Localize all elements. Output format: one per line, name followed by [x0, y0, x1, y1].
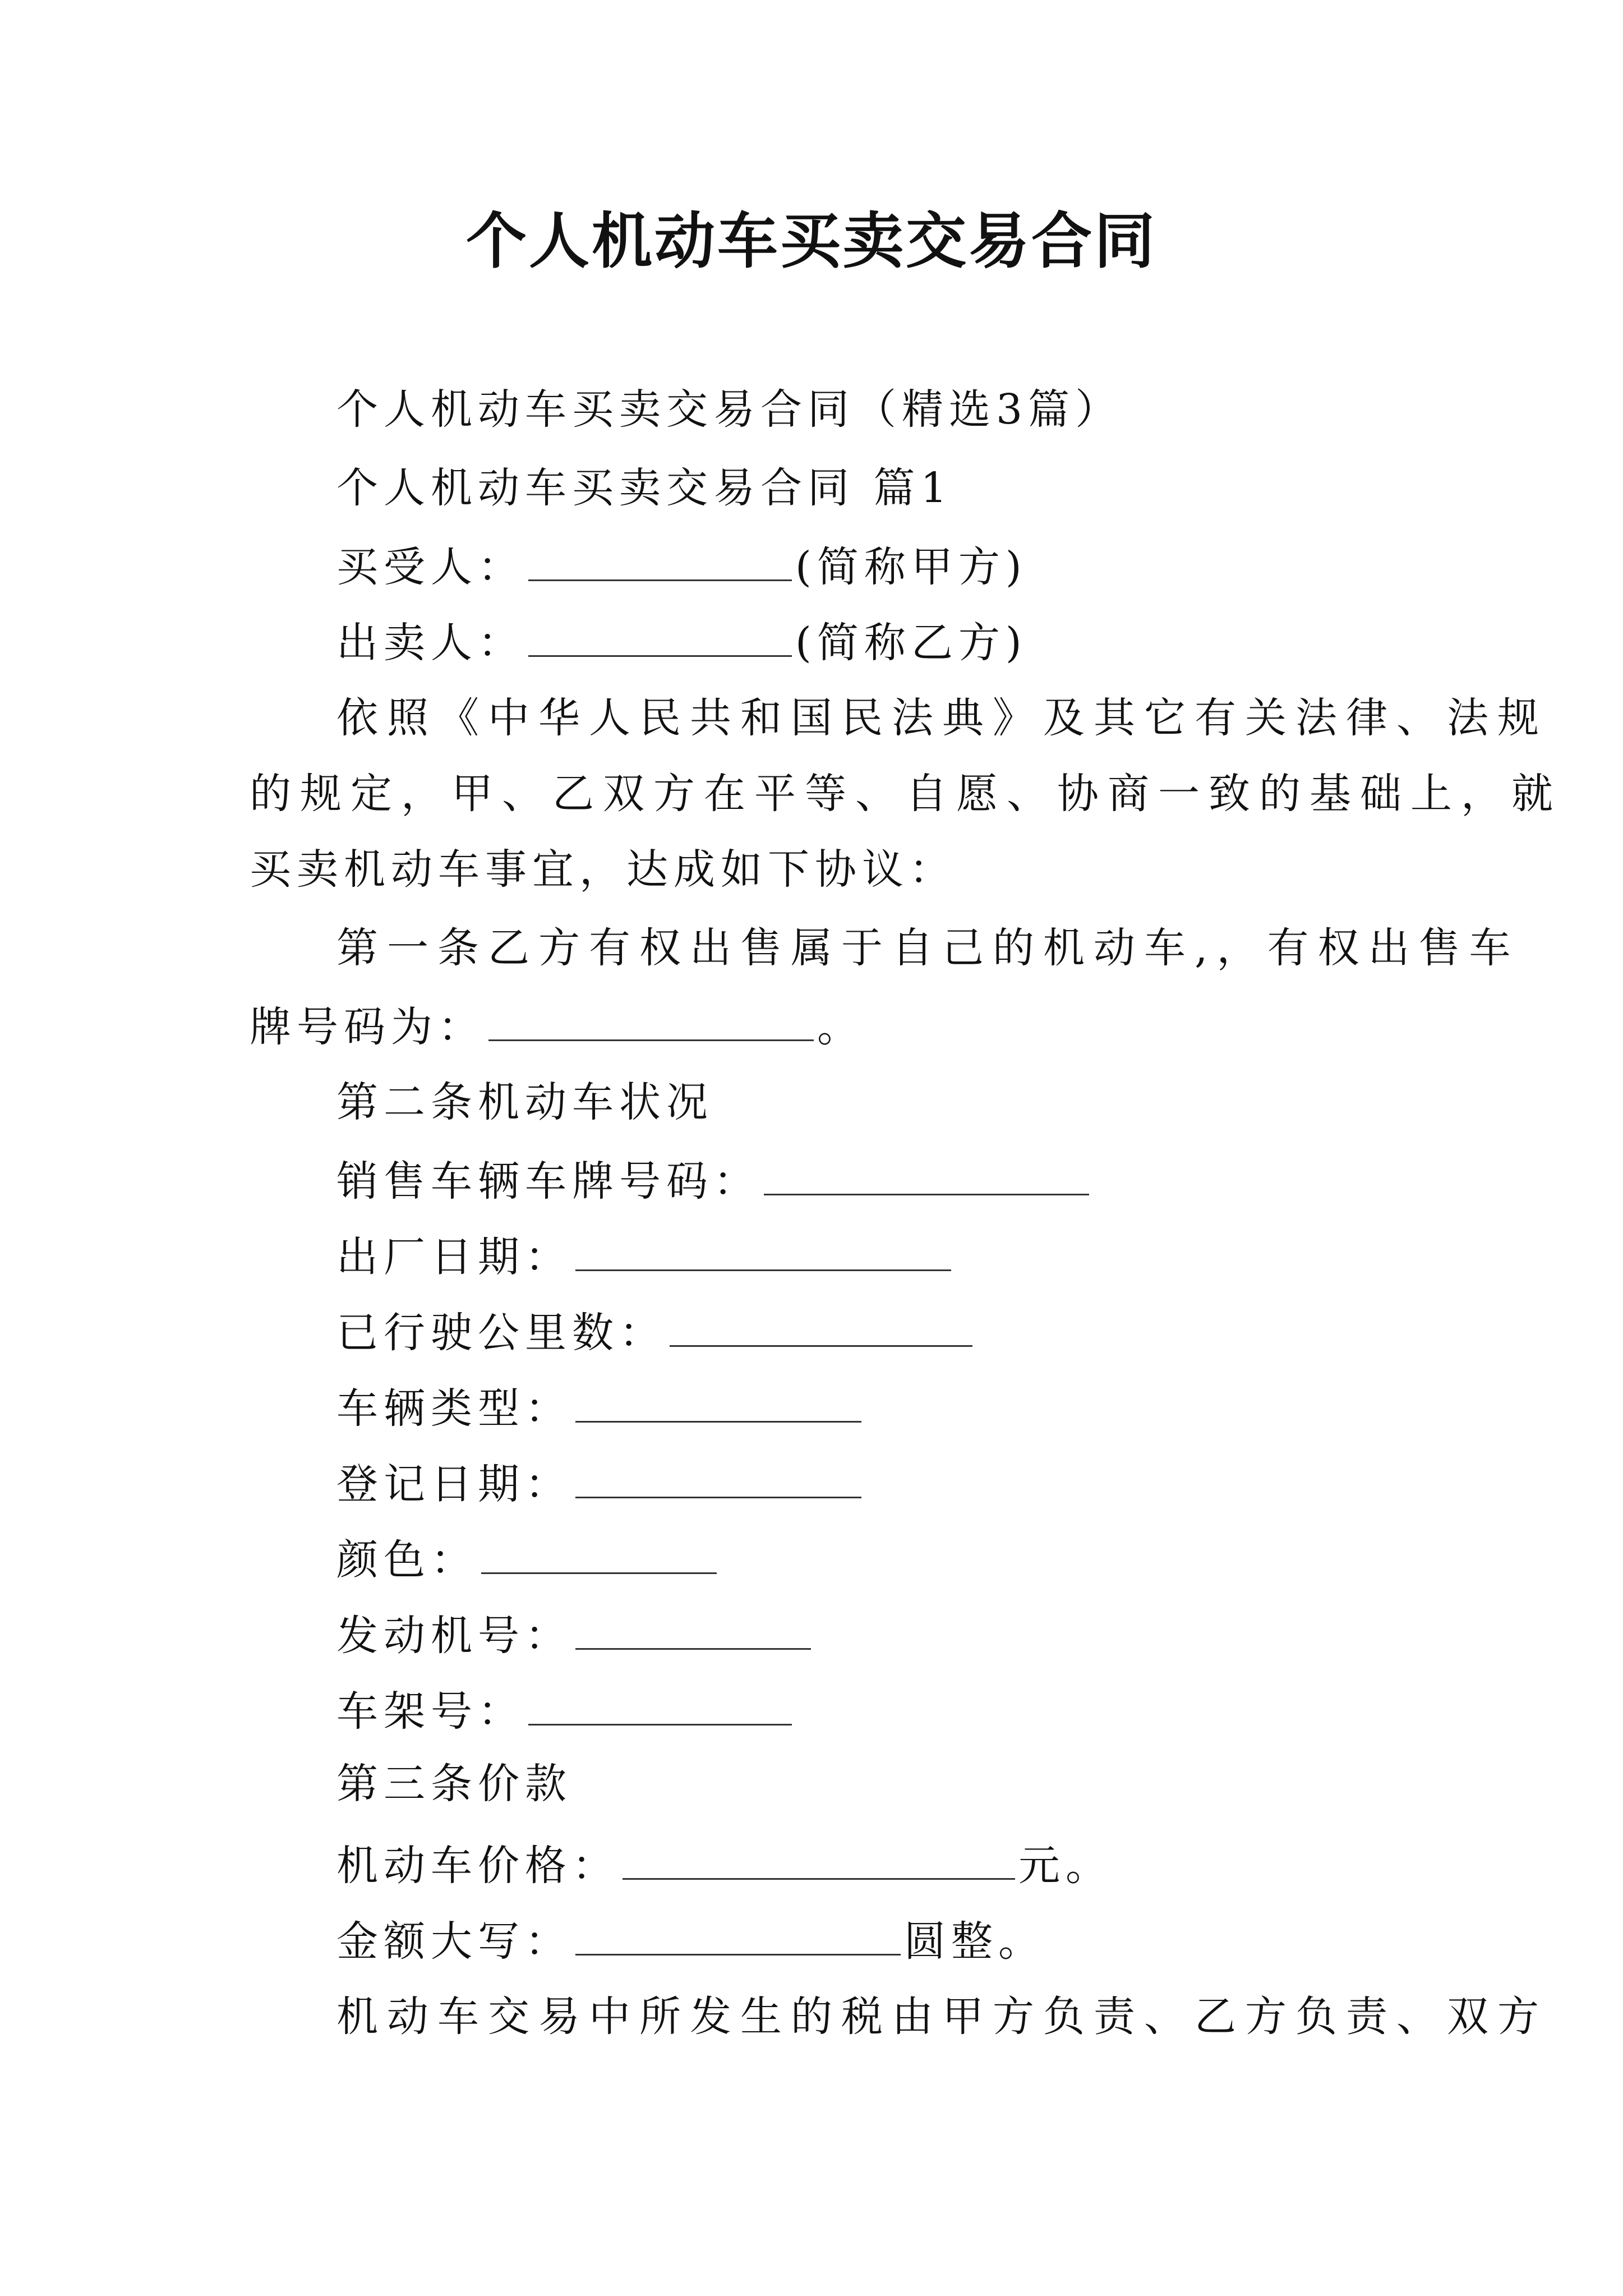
mileage-blank[interactable]: [670, 1301, 972, 1347]
buyer-name-blank[interactable]: [528, 536, 792, 581]
section-heading: 个人机动车买卖交易合同 篇1: [336, 464, 953, 512]
plate-number-label: 销售车辆车牌号码：: [336, 1157, 760, 1205]
amount-unit: 圆整。: [904, 1917, 1045, 1966]
engine-number-line: [336, 1604, 814, 1664]
seller-name-blank[interactable]: [528, 611, 792, 657]
price-label: 机动车价格：: [336, 1842, 619, 1890]
document-subtitle: 个人机动车买卖交易合同（精选3篇）: [336, 385, 1123, 434]
plate-number-blank[interactable]: [764, 1150, 1089, 1195]
amount-label: 金额大写：: [336, 1917, 572, 1966]
seller-line: [336, 611, 1027, 671]
intro-paragraph-line-2: 的规定，甲、乙双方在平等、自愿、协商一致的基础上，就: [250, 770, 1562, 818]
amount-blank[interactable]: [575, 1910, 901, 1955]
seller-suffix: (简称乙方): [795, 619, 1027, 667]
register-date-line: [336, 1453, 865, 1512]
article1-plate-label: 牌号码为：: [250, 1003, 485, 1051]
frame-number-line: [336, 1680, 795, 1740]
buyer-suffix: (简称甲方): [795, 543, 1027, 591]
seller-label: 出卖人：: [336, 619, 525, 667]
vehicle-type-label: 车辆类型：: [336, 1384, 572, 1433]
color-blank[interactable]: [481, 1529, 717, 1574]
buyer-line: [336, 536, 1027, 595]
tax-line: 机动车交易中所发生的税由甲方负责、乙方负责、双方: [336, 1993, 1548, 2041]
intro-paragraph-line-3: 买卖机动车事宜，达成如下协议：: [250, 845, 956, 894]
article1-line-2: [250, 996, 864, 1055]
article1-line-1: 第一条乙方有权出售属于自己的机动车,，有权出售车: [336, 924, 1520, 972]
article2-heading: 第二条机动车状况: [336, 1078, 713, 1126]
frame-number-label: 车架号：: [336, 1687, 525, 1736]
register-date-blank[interactable]: [575, 1453, 861, 1498]
price-blank[interactable]: [623, 1834, 1015, 1880]
article1-plate-blank[interactable]: [488, 996, 814, 1041]
engine-number-label: 发动机号：: [336, 1612, 572, 1660]
vehicle-type-blank[interactable]: [575, 1377, 861, 1423]
mileage-label: 已行驶公里数：: [336, 1309, 666, 1357]
color-line: [336, 1529, 720, 1588]
intro-paragraph-line-1: 依照《中华人民共和国民法典》及其它有关法律、法规: [336, 694, 1548, 742]
mileage-line: [336, 1301, 976, 1361]
price-line: [336, 1834, 1113, 1894]
article3-heading: 第三条价款: [336, 1760, 572, 1808]
document-title: 个人机动车买卖交易合同: [465, 206, 1157, 277]
plate-number-line: [336, 1150, 1092, 1209]
factory-date-blank[interactable]: [575, 1226, 951, 1271]
engine-number-blank[interactable]: [575, 1604, 811, 1650]
article1-line-end: 。: [817, 1003, 864, 1051]
register-date-label: 登记日期：: [336, 1460, 572, 1508]
factory-date-label: 出厂日期：: [336, 1233, 572, 1281]
buyer-label: 买受人：: [336, 543, 525, 591]
frame-number-blank[interactable]: [528, 1680, 792, 1726]
amount-line: [336, 1910, 1045, 1970]
factory-date-line: [336, 1226, 955, 1285]
color-label: 颜色：: [336, 1536, 478, 1584]
price-unit: 元。: [1018, 1842, 1113, 1890]
vehicle-type-line: [336, 1377, 865, 1437]
